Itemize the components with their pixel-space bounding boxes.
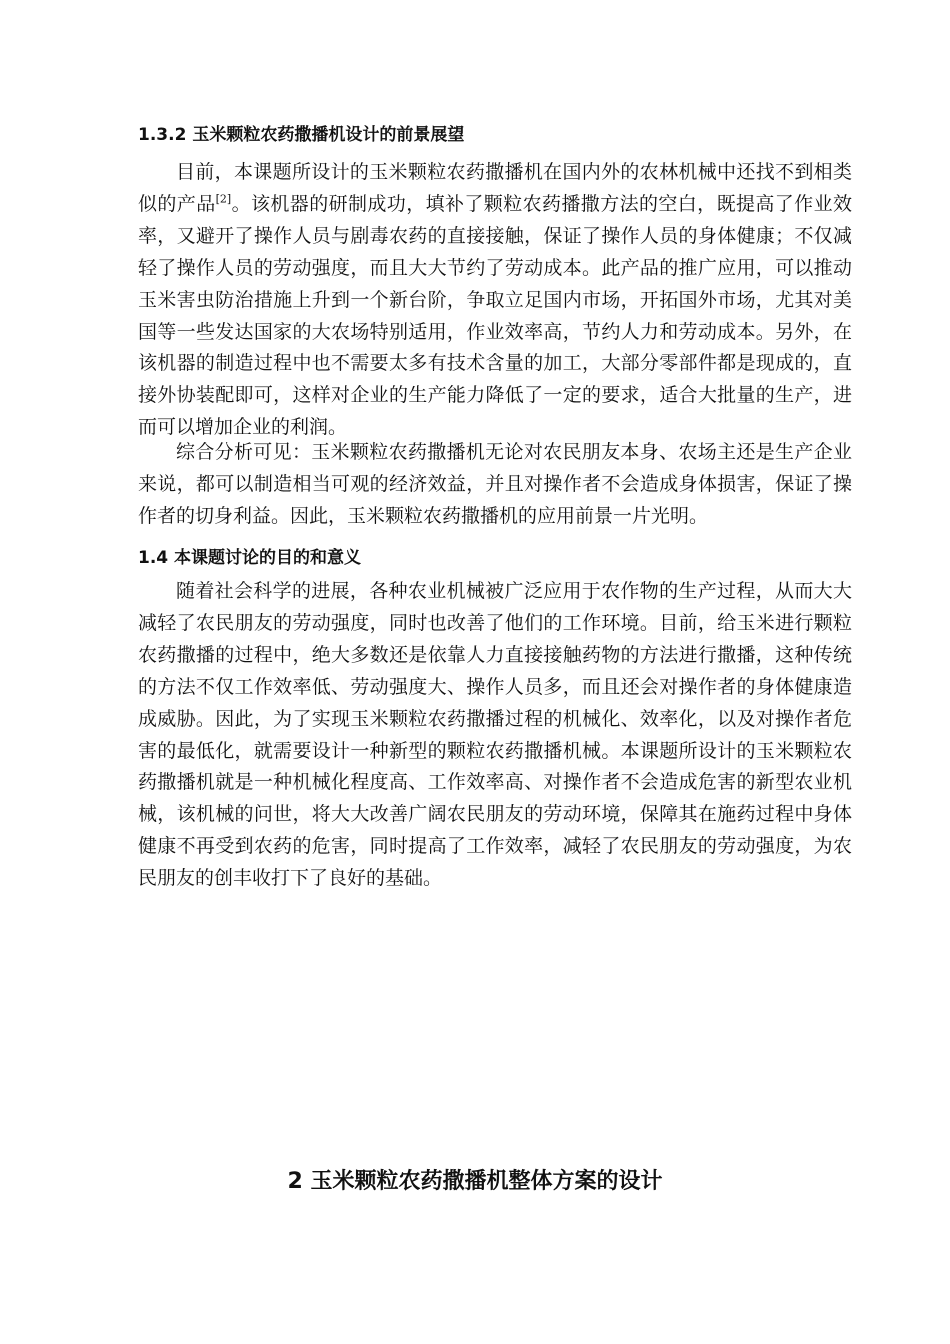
citation-ref: [2] [215, 192, 232, 206]
chapter-heading-2: 2 玉米颗粒农药撒播机整体方案的设计 [287, 1169, 663, 1194]
paragraph-summary: 综合分析可见：玉米颗粒农药撒播机无论对农民朋友本身、农场主还是生产企业来说，都可以制造相当可观的经济效益，并且对操作者不会造成身体损害，保证了操作者的切身利益。因此，玉米颗粒农药撒播机的应用前景一片光明。 [138, 441, 852, 527]
paragraph-purpose: 随着社会科学的进展，各种农业机械被广泛应用于农作物的生产过程，从而大大减轻了农民朋友的劳动强度，同时也改善了他们的工作环境。目前，给玉米进行颗粒农药撒播的过程中，绝大多数还是依靠人力直接接触药物的方法进行撒播，这种传统的方法不仅工作效率低、劳动强度大、操作人员多，而且还会对操作者的身体健康造成威胁。因此，为了实现玉米颗粒农药撒播过程的机械化、效率化，以及对操作者危害的最低化，就需要设计一种新型的颗粒农药撒播机械。本课题所设计的玉米颗粒农药撒播机就是一种机械化程度高、工作效率高、对操作者不会造成危害的新型农业机械，该机械的问世，将大大改善广阔农民朋友的劳动环境，保障其在施药过程中身体健康不再受到农药的危害，同时提高了工作效率，减轻了农民朋友的劳动强度，为农民朋友的创丰收打下了良好的基础。 [138, 580, 852, 890]
section-heading-1-4: 1.4 本课题讨论的目的和意义 [138, 548, 362, 568]
paragraph-text-before-ref: 目前，本课题所设计的玉米颗粒农药撒播机在国内外的农林机械中还找不到相类似的产品 [138, 161, 852, 215]
section-heading-1-3-2: 1.3.2 玉米颗粒农药撒播机设计的前景展望 [138, 125, 465, 145]
paragraph-text-after-ref: 。该机器的研制成功，填补了颗粒农药播撒方法的空白，既提高了作业效率，又避开了操作人员与剧毒农药的直接接触，保证了操作人员的身体健康；不仅减轻了操作人员的劳动强度，而且大大节约了劳动成本。此产品的推广应用，可以推动玉米害虫防治措施上升到一个新台阶，争取立足国内市场，开拓国外市场，尤其对美国等一些发达国家的大农场特别适用，作业效率高，节约人力和劳动成本。另外，在该机器的制造过程中也不需要太多有技术含量的加工，大部分零部件都是现成的，直接外协装配即可，这样对企业的生产能力降低了一定的要求，适合大批量的生产，进而可以增加企业的利润。 [138, 192, 852, 439]
paragraph-prospects [138, 157, 852, 444]
